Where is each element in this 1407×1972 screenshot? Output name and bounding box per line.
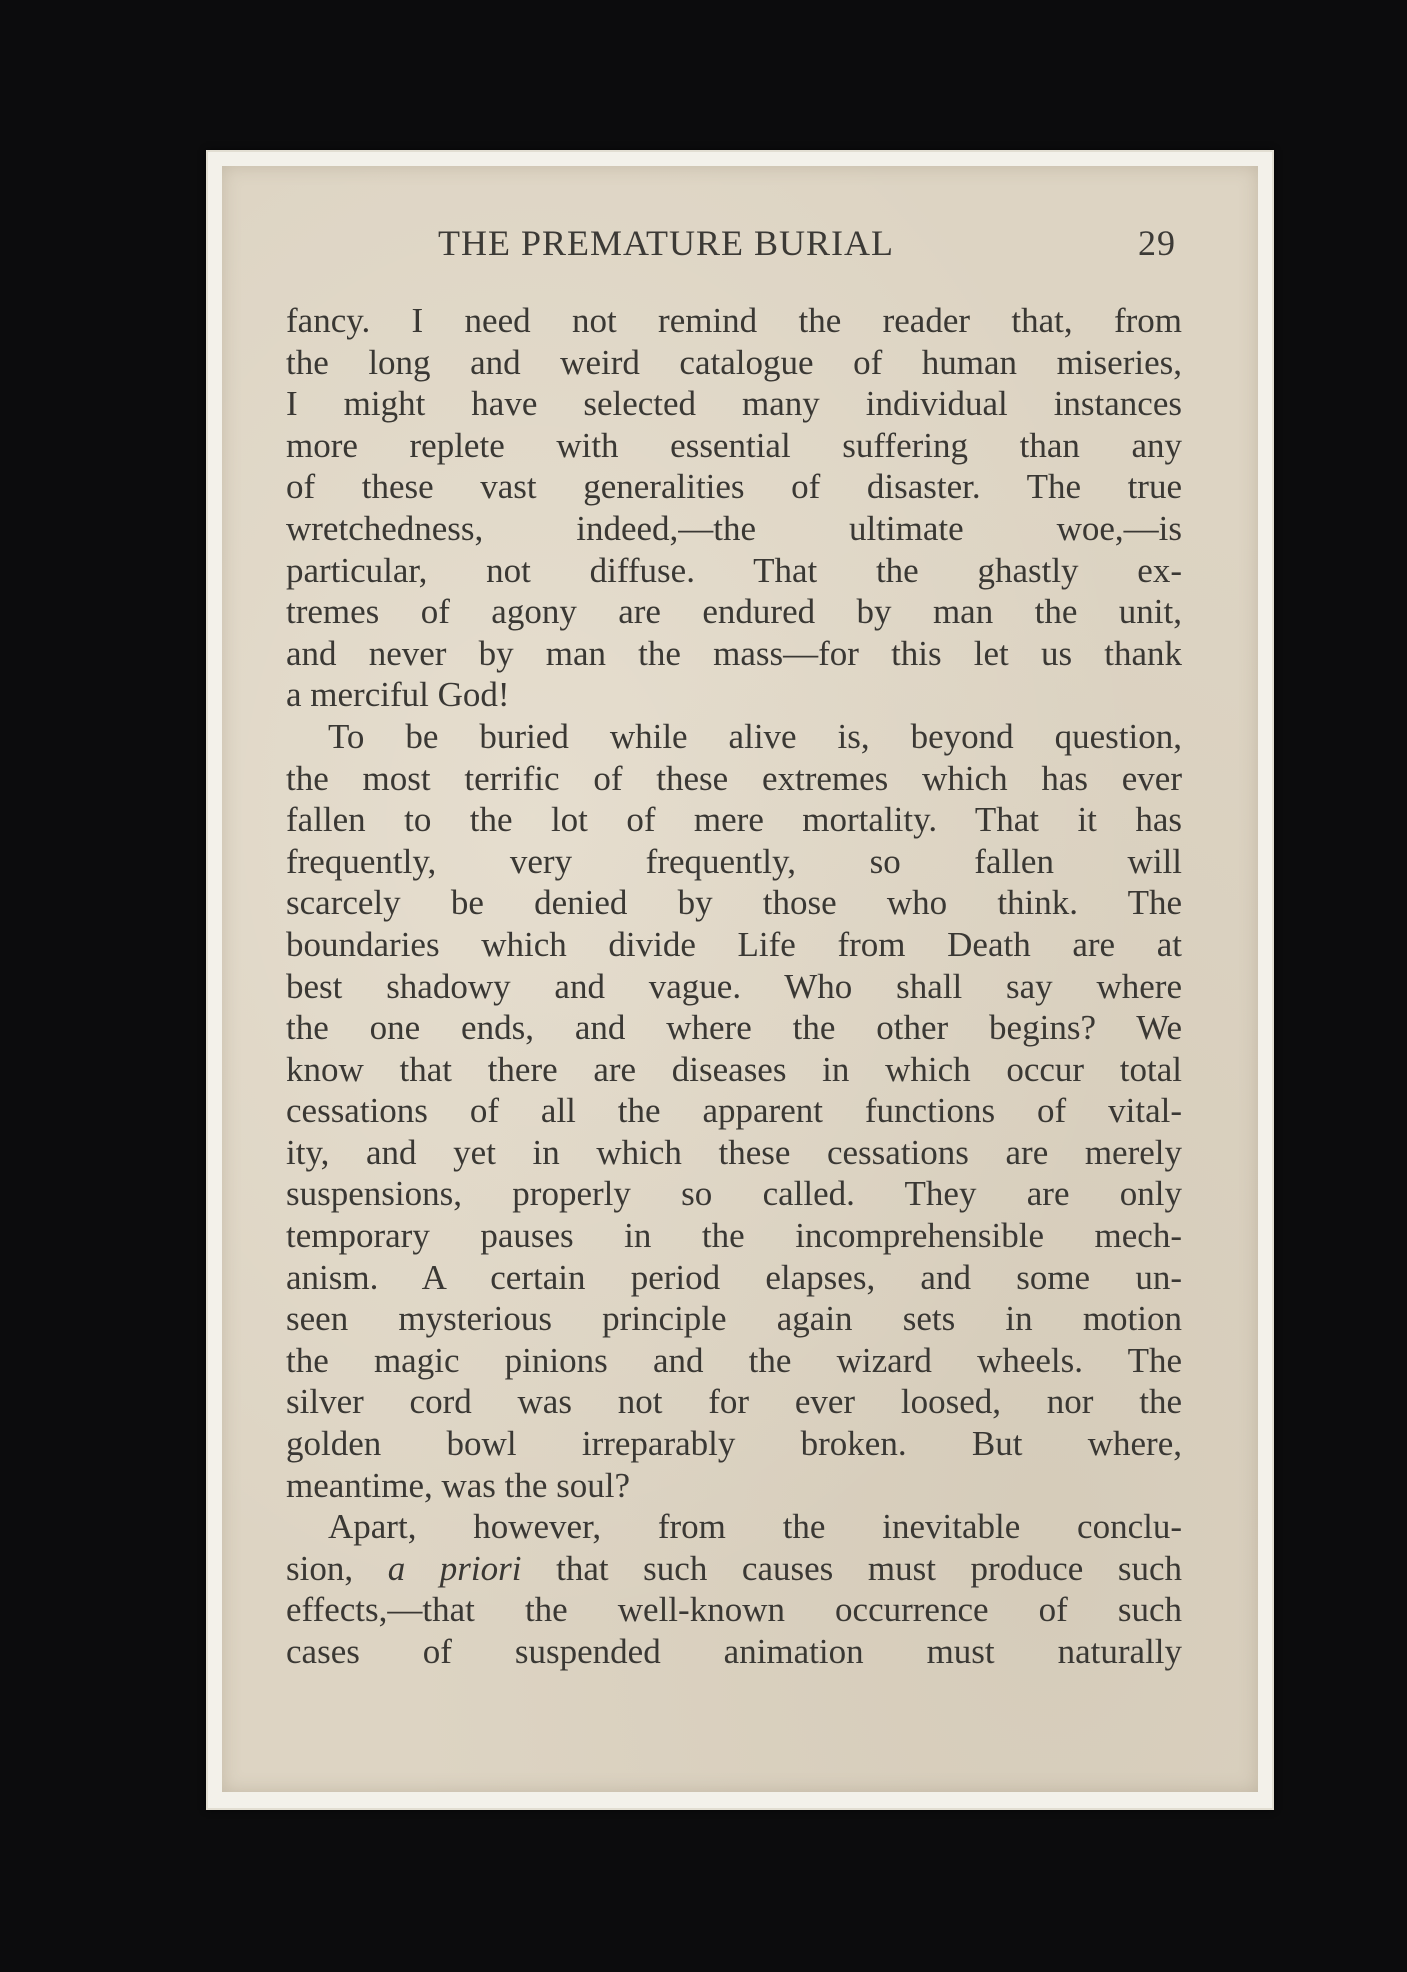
body-text: [286, 300, 1182, 1673]
text-line: the one ends, and where the other begins? We: [286, 1008, 1182, 1048]
text-line: and never by man the mass—for this let us thank: [286, 633, 1182, 673]
text-line: effects,—that the well-known occurrence of such: [286, 1590, 1182, 1630]
text-line: wretchedness, indeed,—the ultimate woe,—is: [286, 508, 1182, 548]
text-line: a merciful God!: [286, 675, 510, 715]
text-line: boundaries which divide Life from Death are at: [286, 924, 1182, 964]
paragraph-3: [286, 1506, 1182, 1672]
text-line: fallen to the lot of mere mortality. That it has: [286, 800, 1182, 840]
text-fragment: that such causes must produce such: [521, 1548, 1182, 1588]
text-line: anism. A certain period elapses, and some un-: [286, 1257, 1182, 1297]
running-head: [222, 222, 1258, 268]
page-number: 29: [1138, 223, 1176, 263]
text-line: more replete with essential suffering than any: [286, 425, 1182, 465]
text-line: golden bowl irreparably broken. But where,: [286, 1424, 1182, 1464]
paragraph-2: [286, 716, 1182, 1506]
text-line-with-italic: [286, 1548, 1182, 1590]
text-line: cases of suspended animation must naturally: [286, 1632, 1182, 1671]
text-line: the most terrific of these extremes which has ever: [286, 758, 1182, 798]
text-line: suspensions, properly so called. They are only: [286, 1174, 1182, 1214]
text-line: meantime, was the soul?: [286, 1465, 631, 1505]
text-line: frequently, very frequently, so fallen will: [286, 841, 1182, 881]
text-line: of these vast generalities of disaster. The true: [286, 467, 1182, 507]
text-line: Apart, however, from the inevitable conclu-: [328, 1507, 1182, 1547]
text-line: cessations of all the apparent functions of vital-: [286, 1091, 1182, 1131]
text-line: scarcely be denied by those who think. The: [286, 883, 1182, 923]
text-line: the long and weird catalogue of human miseries,: [286, 342, 1182, 382]
text-line: best shadowy and vague. Who shall say where: [286, 966, 1182, 1006]
running-head-title: THE PREMATURE BURIAL: [438, 223, 895, 263]
text-line: ity, and yet in which these cessations are merely: [286, 1132, 1182, 1172]
text-line: the magic pinions and the wizard wheels. The: [286, 1340, 1182, 1380]
paragraph-1: [286, 300, 1182, 716]
text-line: tremes of agony are endured by man the unit,: [286, 592, 1182, 632]
text-fragment: sion,: [286, 1548, 388, 1588]
italic-phrase: a priori: [387, 1548, 522, 1588]
text-line: temporary pauses in the incomprehensible mech-: [286, 1216, 1182, 1256]
text-line: know that there are diseases in which occur total: [286, 1049, 1182, 1089]
book-page: [222, 166, 1258, 1792]
text-line: seen mysterious principle again sets in motion: [286, 1299, 1182, 1339]
text-line: I might have selected many individual instances: [286, 384, 1182, 424]
text-line: silver cord was not for ever loosed, nor the: [286, 1382, 1182, 1422]
text-line: fancy. I need not remind the reader that, from: [286, 301, 1182, 340]
text-line: To be buried while alive is, beyond question,: [328, 716, 1182, 756]
text-line: particular, not diffuse. That the ghastly ex-: [286, 550, 1182, 590]
